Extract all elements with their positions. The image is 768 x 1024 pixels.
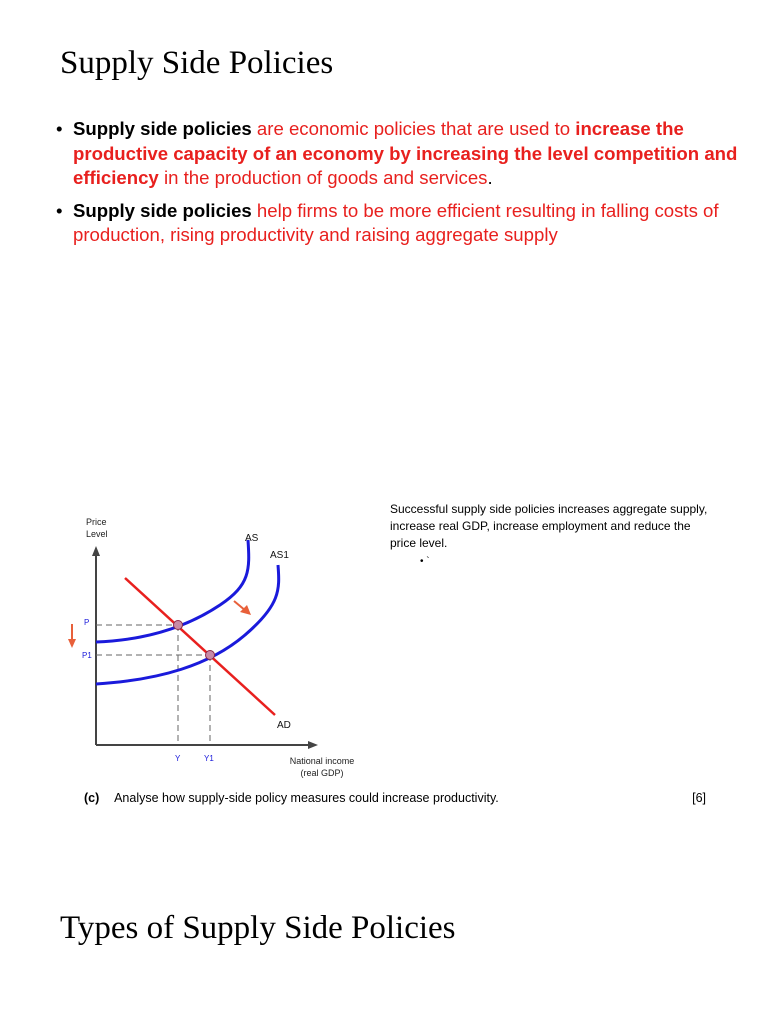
xlabel-line-2: (real GDP) — [300, 768, 344, 778]
page-title: Supply Side Policies — [60, 45, 334, 81]
bullet-dot: • — [56, 118, 63, 139]
ylabel-line-2: Level — [86, 529, 108, 539]
question-marks: [6] — [692, 791, 706, 805]
bullet-dot: • — [56, 199, 63, 221]
question-label: (c) — [84, 791, 100, 805]
side-note-text: Successful supply side policies increases aggregate supply, increase real GDP, increase employment and reduce the price level. — [390, 502, 708, 550]
bullet-effect — [56, 199, 746, 248]
bullet-1-seg-0: Supply side policies — [73, 199, 252, 221]
question-text: Analyse how supply-side policy measures could increase productivity. — [114, 791, 499, 805]
ad-curve — [125, 578, 275, 715]
y-axis-arrowhead — [92, 546, 100, 556]
bullet-0-seg-0: Supply side policies — [73, 118, 252, 139]
ad-as-chart — [60, 510, 370, 790]
xlabel-line-1: National income — [289, 756, 355, 766]
x-tick-y1: Y1 — [204, 754, 214, 763]
series-label-as1: AS1 — [270, 550, 289, 561]
equilibrium-point — [206, 651, 215, 660]
y-tick-p1: P1 — [82, 651, 92, 660]
side-note-bullet: • ` — [420, 556, 430, 567]
bullet-0-seg-4: . — [487, 167, 493, 188]
bullet-1-seg-1: help firms to be more efficient resulting in falling costs of production, rising productivity and raising aggregate supply — [73, 199, 719, 245]
down-arrow-icon — [68, 639, 76, 648]
equilibrium-point — [174, 621, 183, 630]
x-tick-y: Y — [175, 754, 181, 763]
y-tick-p: P — [84, 618, 90, 627]
as1-curve — [96, 565, 279, 684]
series-label-as: AS — [245, 533, 259, 544]
bullet-0-seg-2: increase the productive capacity of an economy by increasing the level competition and efficiency — [73, 118, 738, 188]
as-curve — [96, 540, 249, 642]
bullet-definition — [56, 117, 746, 191]
x-axis-arrowhead — [308, 741, 318, 749]
definition-bullets — [56, 117, 746, 256]
exam-question — [84, 791, 706, 805]
ylabel-line-1: Price — [86, 517, 107, 527]
section-title: Types of Supply Side Policies — [60, 910, 456, 946]
side-note — [390, 501, 710, 567]
bullet-0-seg-3: in the production of goods and services — [158, 167, 488, 188]
series-label-ad: AD — [277, 720, 291, 731]
bullet-0-seg-1: are economic policies that are used to — [251, 118, 576, 139]
